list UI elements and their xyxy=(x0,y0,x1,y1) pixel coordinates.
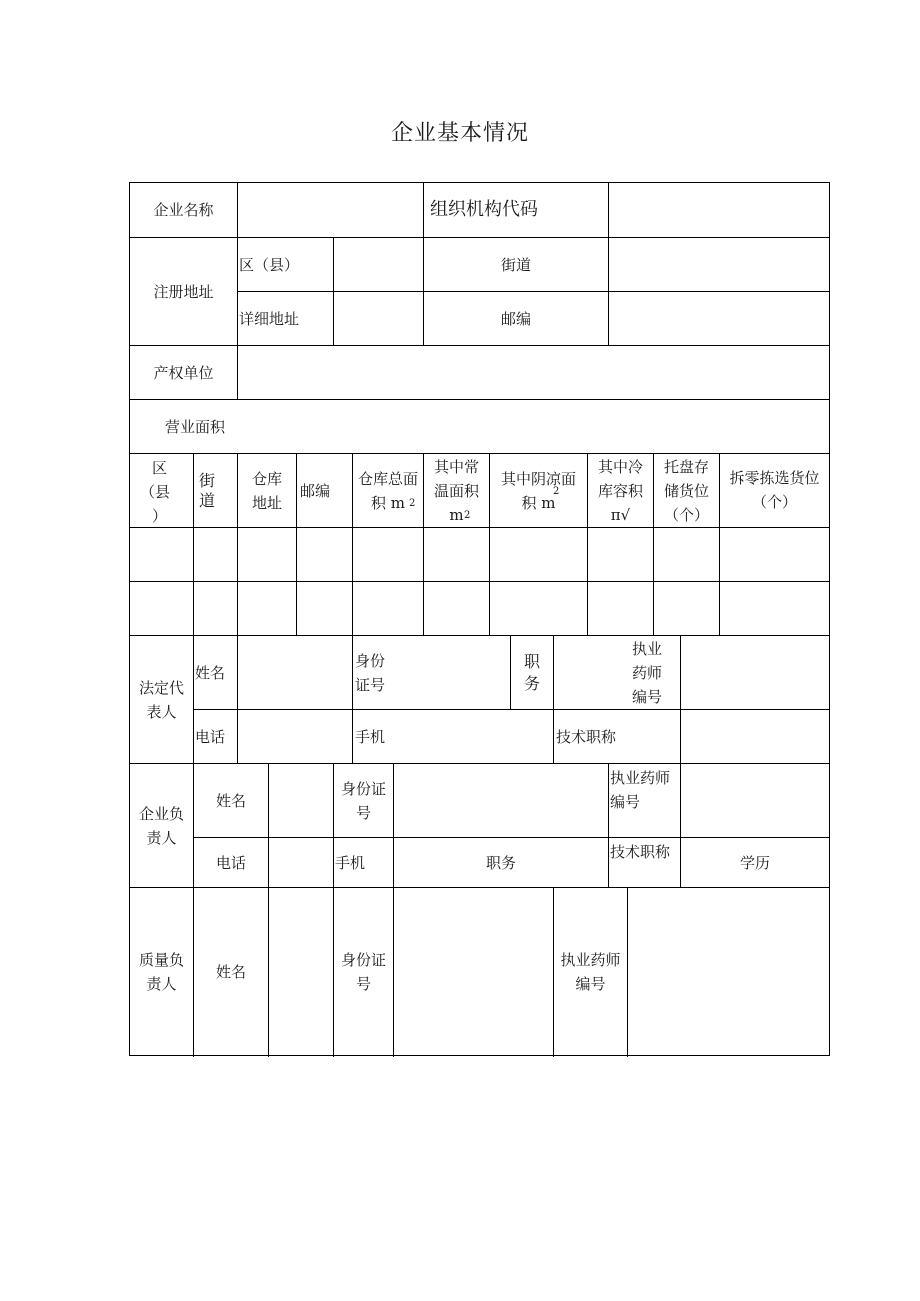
legal-rep-pharmacist-label: 执业 药师 编号 xyxy=(631,639,662,706)
wh-data-row[interactable] xyxy=(130,528,829,581)
legal-rep-tech-title-field[interactable] xyxy=(681,710,829,763)
enterprise-head-education-label: 学历 xyxy=(739,853,770,872)
enterprise-head-mobile-label: 手机 xyxy=(335,853,366,872)
property-unit-field[interactable] xyxy=(238,346,829,399)
registered-address-label: 注册地址 xyxy=(153,282,214,301)
property-unit-label: 产权单位 xyxy=(153,363,214,382)
enterprise-head-tech-title-label: 技术职称 xyxy=(610,843,671,861)
legal-rep-label: 法定代 表人 xyxy=(138,678,184,721)
legal-rep-id-label: 身份 证号 xyxy=(355,651,386,694)
wh-picking-header: 拆零拣选货位 （个） xyxy=(729,469,820,511)
detailed-address-field[interactable] xyxy=(334,292,423,345)
wh-postcode-header: 邮编 xyxy=(299,481,330,500)
enterprise-head-name-label: 姓名 xyxy=(215,791,246,810)
enterprise-head-pharmacist-label: 执业药师 编号 xyxy=(610,769,671,811)
wh-total-area-header: 仓库总面 积 m 2 xyxy=(357,469,418,512)
legal-rep-position-label: 职 务 xyxy=(523,651,540,693)
legal-rep-phone-label: 电话 xyxy=(195,727,226,746)
legal-rep-phone-field[interactable] xyxy=(238,710,352,763)
enterprise-head-id-label: 身份证 号 xyxy=(340,779,386,822)
quality-head-label: 质量负 责人 xyxy=(138,951,184,993)
quality-head-id-label: 身份证 号 xyxy=(340,951,386,993)
enterprise-head-position-label: 职务 xyxy=(485,853,516,872)
enterprise-head-name-field[interactable] xyxy=(269,764,333,837)
quality-head-name-field[interactable] xyxy=(269,888,333,1056)
enterprise-head-label: 企业负 责人 xyxy=(138,804,184,847)
page-title: 企业基本情况 xyxy=(390,121,529,146)
wh-data-row[interactable] xyxy=(130,582,829,635)
business-area-label: 营业面积 xyxy=(165,417,226,436)
enterprise-head-id-field[interactable] xyxy=(394,764,608,837)
legal-rep-name-field[interactable] xyxy=(238,636,352,709)
org-code-label: 组织机构代码 xyxy=(430,199,538,220)
wh-cool-area-header: 其中阴凉面 积 m 2 xyxy=(500,469,576,512)
postcode-field[interactable] xyxy=(609,292,829,345)
district-field[interactable] xyxy=(334,238,423,291)
enterprise-name-field[interactable] xyxy=(238,183,423,237)
legal-rep-pharmacist-field[interactable] xyxy=(681,636,829,709)
legal-rep-mobile-label: 手机 xyxy=(355,727,386,746)
wh-cold-volume-header: 其中冷 库容积 π√ xyxy=(597,457,643,524)
quality-head-id-field[interactable] xyxy=(394,888,553,1056)
street-field[interactable] xyxy=(609,238,829,291)
legal-rep-tech-title-label: 技术职称 xyxy=(556,727,617,746)
enterprise-head-pharmacist-field[interactable] xyxy=(681,764,829,837)
detailed-address-label: 详细地址 xyxy=(239,309,300,328)
postcode-label: 邮编 xyxy=(500,309,531,328)
wh-address-header: 仓库 地址 xyxy=(251,469,282,512)
enterprise-head-phone-label: 电话 xyxy=(215,853,246,872)
wh-pallet-header: 托盘存 储货位 （个） xyxy=(663,457,709,524)
quality-head-name-label: 姓名 xyxy=(215,963,246,981)
legal-rep-name-label: 姓名 xyxy=(195,663,226,682)
wh-normal-temp-header: 其中常 温面积 m 2 xyxy=(433,457,479,524)
org-code-field[interactable] xyxy=(609,183,829,237)
grid-line xyxy=(608,763,609,888)
quality-head-pharmacist-field[interactable] xyxy=(628,888,829,1056)
enterprise-name-label: 企业名称 xyxy=(153,201,214,219)
enterprise-head-phone-field[interactable] xyxy=(269,838,333,887)
grid-line xyxy=(352,635,353,764)
wh-district-header: 区 （县 ） xyxy=(140,459,171,525)
street-label: 街道 xyxy=(500,255,531,274)
district-label: 区（县） xyxy=(239,255,300,274)
wh-street-header: 街 道 xyxy=(198,470,215,510)
quality-head-pharmacist-label: 执业药师 编号 xyxy=(560,951,621,993)
